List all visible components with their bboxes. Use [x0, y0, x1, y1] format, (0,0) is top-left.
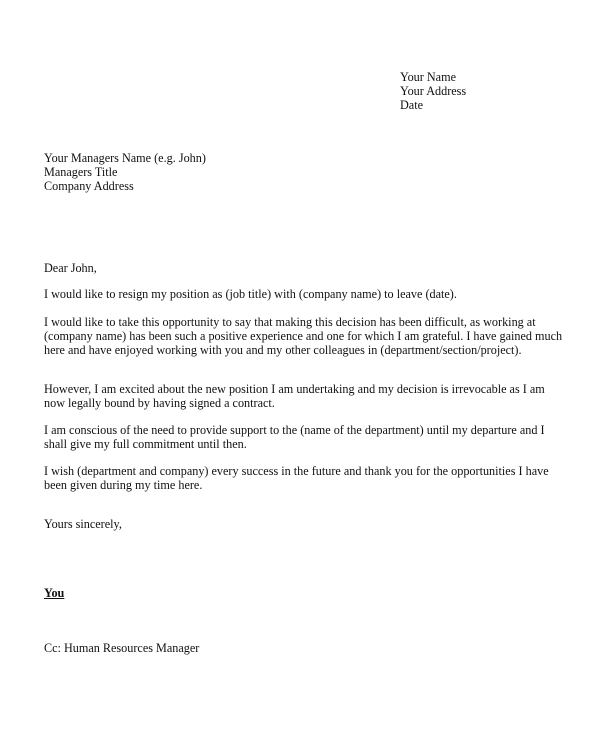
signature-name: You: [44, 586, 65, 600]
body-paragraph-5: I wish (department and company) every success in the future and thank you for the opportunities I have been given during my time here.: [44, 464, 549, 492]
body-paragraph-2: I would like to take this opportunity to say that making this decision has been difficult, as working at (company name) has been such a positive experience and one for which I am grateful. I have gained much here and have enjoyed working with you and my other colleagues in (department/section/project).: [44, 315, 563, 357]
recipient-title: Managers Title: [44, 165, 118, 179]
recipient-name: Your Managers Name (e.g. John): [44, 151, 206, 165]
sender-address: Your Address: [400, 84, 467, 98]
sender-date: Date: [400, 98, 424, 112]
salutation: Dear John,: [44, 261, 97, 275]
recipient-address: Company Address: [44, 179, 134, 193]
closing: Yours sincerely,: [44, 517, 122, 531]
body-paragraph-4: I am conscious of the need to provide support to the (name of the department) until my departure and I shall give my full commitment until then.: [44, 423, 545, 451]
body-paragraph-1: I would like to resign my position as (job title) with (company name) to leave (date).: [44, 287, 457, 301]
body-paragraph-3: However, I am excited about the new position I am undertaking and my decision is irrevocable as I am now legally bound by having signed a contract.: [44, 382, 545, 410]
cc-line: Cc: Human Resources Manager: [44, 641, 200, 655]
sender-name: Your Name: [400, 70, 456, 84]
